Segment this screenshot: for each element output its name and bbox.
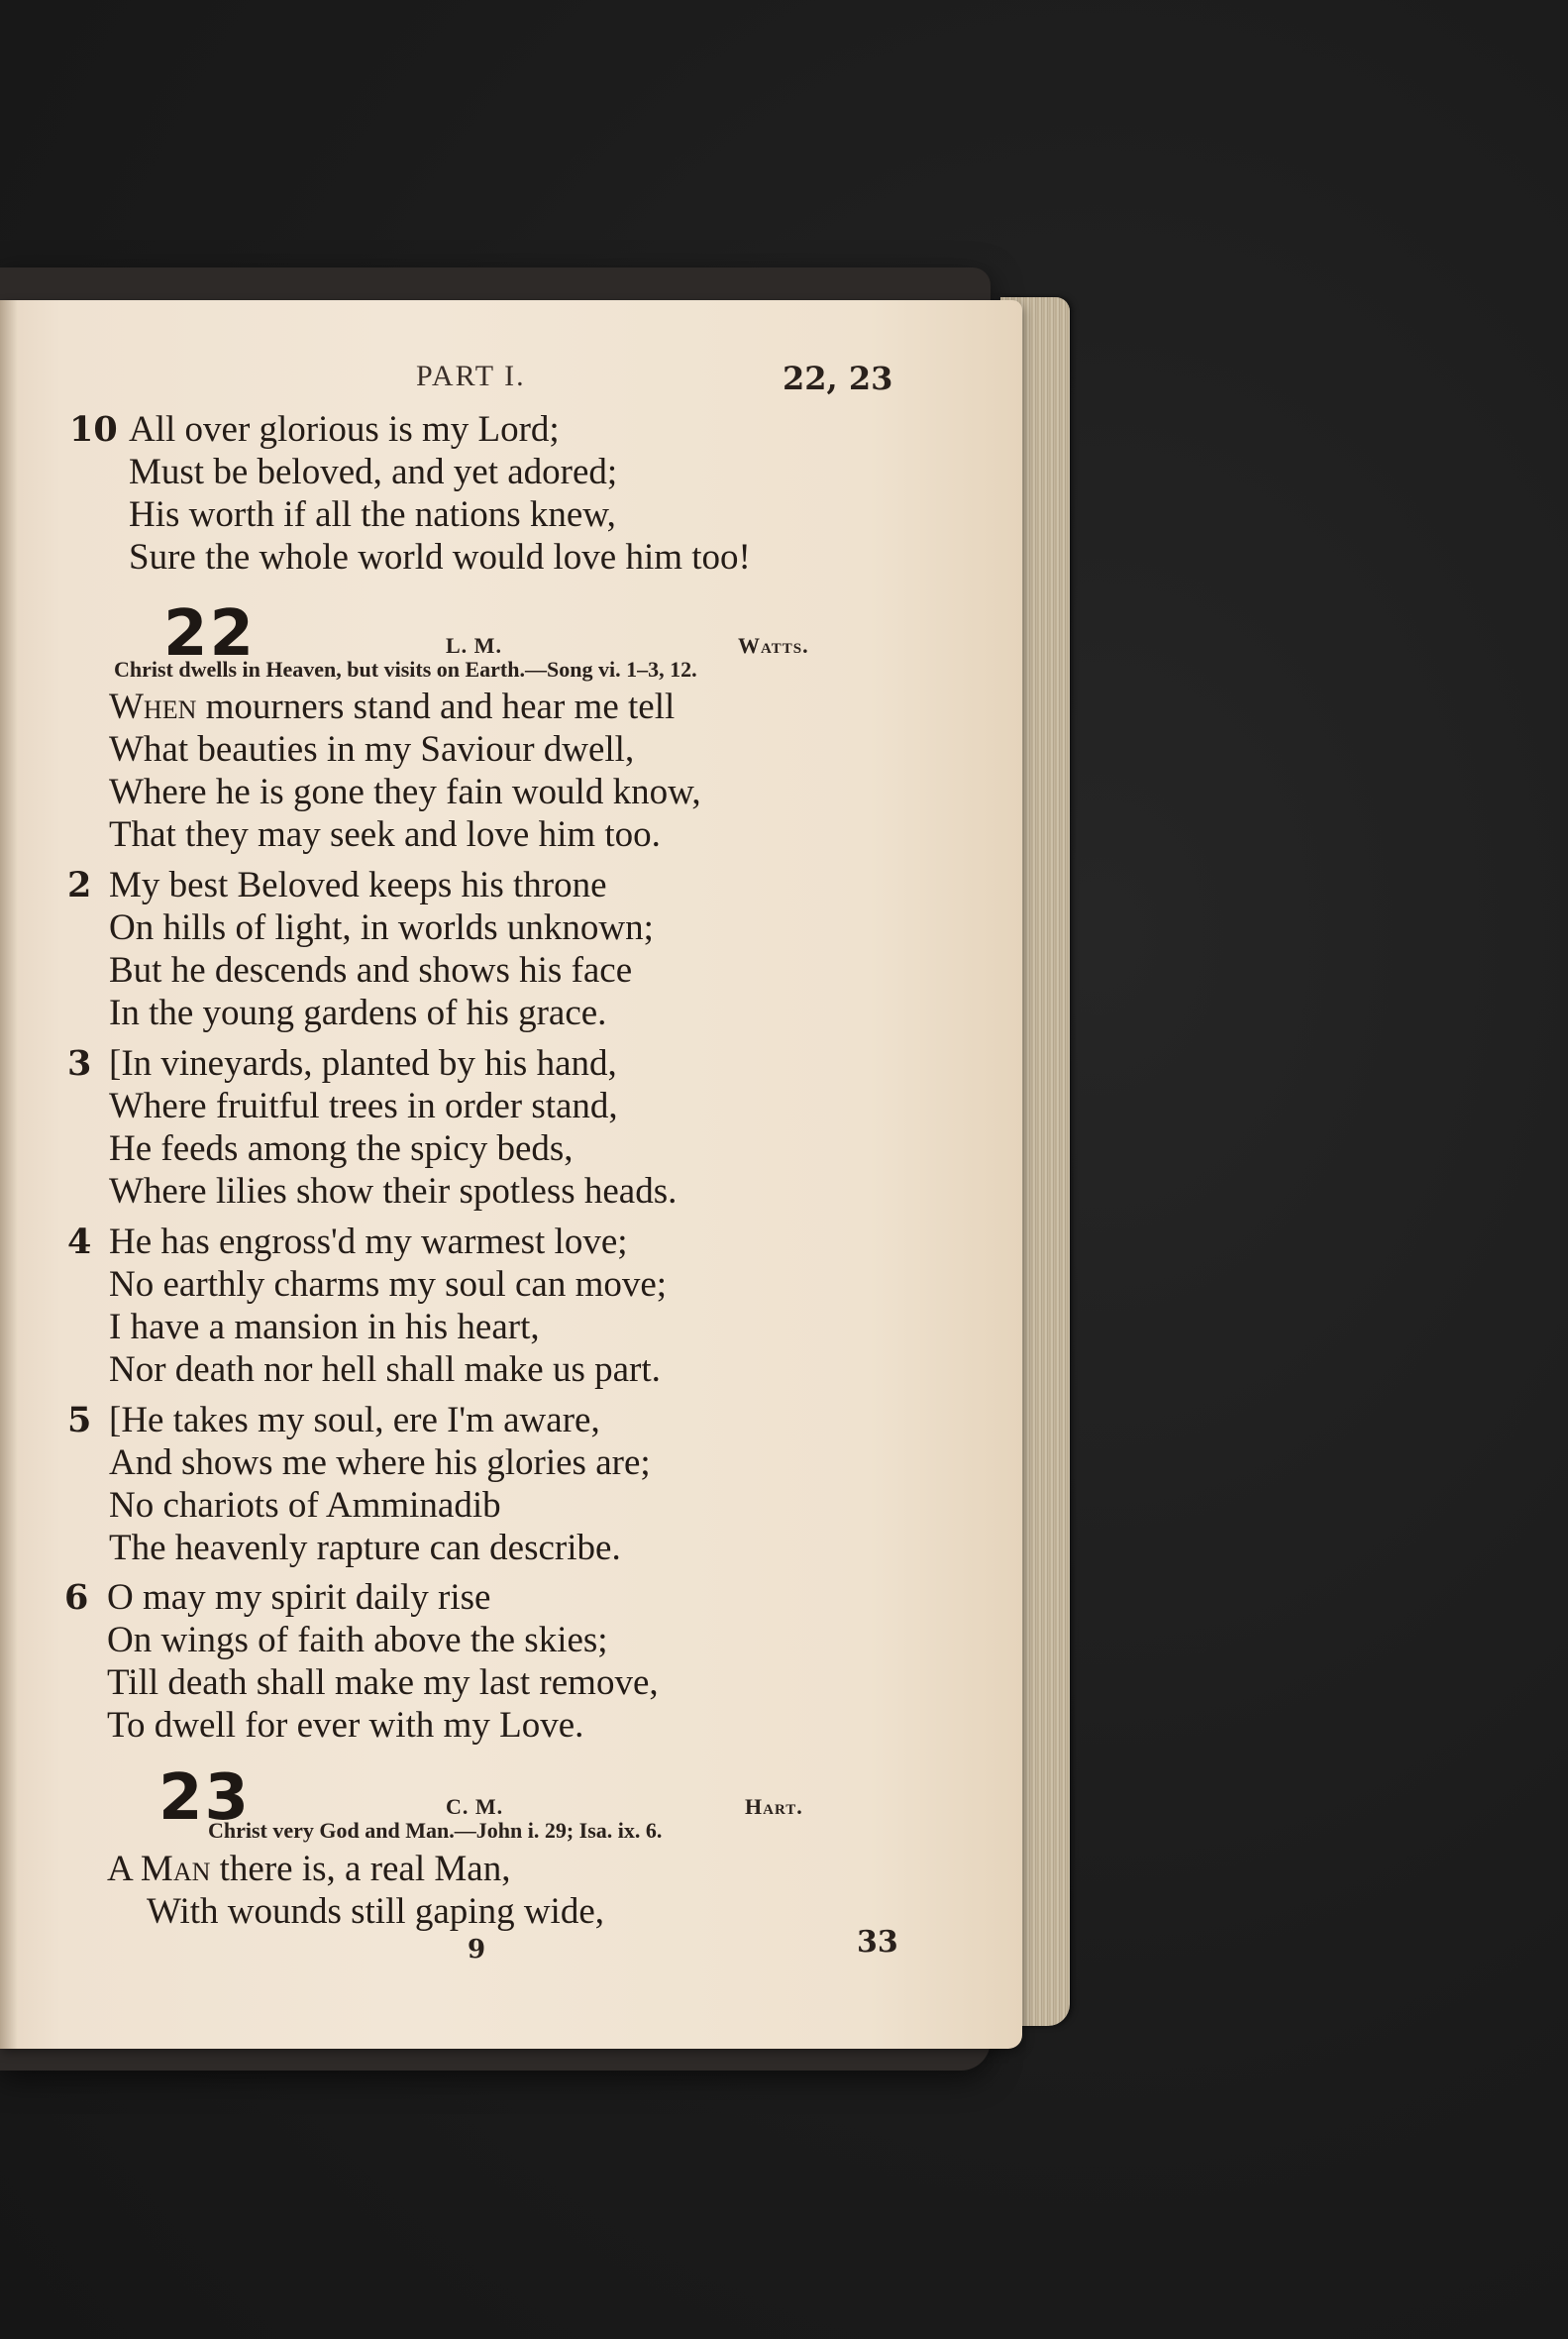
verse-line: All over glorious is my Lord; xyxy=(129,409,560,450)
signature-mark: 9 xyxy=(468,1935,486,1965)
first-line-rest: mourners stand and hear me tell xyxy=(196,687,676,727)
verse-number: 2 xyxy=(67,865,92,905)
hymn-range: 22, 23 xyxy=(783,360,893,397)
verse-line: His worth if all the nations knew, xyxy=(129,494,616,535)
verse-line: Sure the whole world would love him too! xyxy=(129,537,751,578)
hymn-author: Hart. xyxy=(745,1794,803,1819)
hymn-subtitle: Christ dwells in Heaven, but visits on Earth.—Song vi. 1–3, 12. xyxy=(114,657,697,682)
running-head: PART I. xyxy=(416,360,526,392)
verse-line: With wounds still gaping wide, xyxy=(147,1891,605,1932)
verse-line: I have a mansion in his heart, xyxy=(109,1307,540,1347)
verse-line: In the young gardens of his grace. xyxy=(109,993,607,1033)
verse-line: On wings of faith above the skies; xyxy=(107,1620,608,1660)
verse-line: To dwell for ever with my Love. xyxy=(107,1705,584,1746)
verse-line: On hills of light, in worlds unknown; xyxy=(109,907,654,948)
hymn-number: 23 xyxy=(158,1761,252,1835)
verse-number: 6 xyxy=(64,1577,89,1618)
book-page xyxy=(0,300,1022,2049)
first-word: A Man xyxy=(107,1849,211,1889)
verse-line: What beauties in my Saviour dwell, xyxy=(109,729,635,770)
hymn-subtitle: Christ very God and Man.—John i. 29; Isa. ix. 6. xyxy=(208,1818,663,1843)
verse-number: 3 xyxy=(67,1043,92,1084)
verse-line: No earthly charms my soul can move; xyxy=(109,1264,668,1305)
page-gutter xyxy=(0,300,18,2049)
verse-line: [In vineyards, planted by his hand, xyxy=(109,1043,617,1084)
verse-number: 10 xyxy=(69,409,118,450)
hymn-meter: C. M. xyxy=(446,1794,504,1819)
first-line-rest: there is, a real Man, xyxy=(210,1849,511,1889)
verse-number: 5 xyxy=(67,1400,92,1440)
hymn-meter: L. M. xyxy=(446,633,502,658)
verse-line: He feeds among the spicy beds, xyxy=(109,1128,574,1169)
verse-line: He has engross'd my warmest love; xyxy=(109,1222,628,1262)
verse-line: Must be beloved, and yet adored; xyxy=(129,452,618,492)
verse-line: And shows me where his glories are; xyxy=(109,1442,651,1483)
verse-line: Where lilies show their spotless heads. xyxy=(109,1171,678,1212)
verse-number: 4 xyxy=(67,1222,92,1262)
verse-line xyxy=(107,1849,510,1890)
hymn-number: 22 xyxy=(163,597,257,671)
verse-line: The heavenly rapture can describe. xyxy=(109,1528,621,1568)
verse-line: That they may seek and love him too. xyxy=(109,814,661,855)
verse-line xyxy=(109,687,675,728)
page-number: 33 xyxy=(857,1925,898,1960)
verse-line: Till death shall make my last remove, xyxy=(107,1662,659,1703)
verse-line: Where he is gone they fain would know, xyxy=(109,772,701,812)
hymn-author: Watts. xyxy=(738,633,809,658)
verse-line: Where fruitful trees in order stand, xyxy=(109,1086,618,1126)
verse-line: Nor death nor hell shall make us part. xyxy=(109,1349,661,1390)
first-word: When xyxy=(109,687,197,727)
verse-line: No chariots of Amminadib xyxy=(109,1485,501,1526)
verse-line: My best Beloved keeps his throne xyxy=(109,865,607,905)
verse-line: [He takes my soul, ere I'm aware, xyxy=(109,1400,600,1440)
verse-line: O may my spirit daily rise xyxy=(107,1577,491,1618)
verse-line: But he descends and shows his face xyxy=(109,950,633,991)
